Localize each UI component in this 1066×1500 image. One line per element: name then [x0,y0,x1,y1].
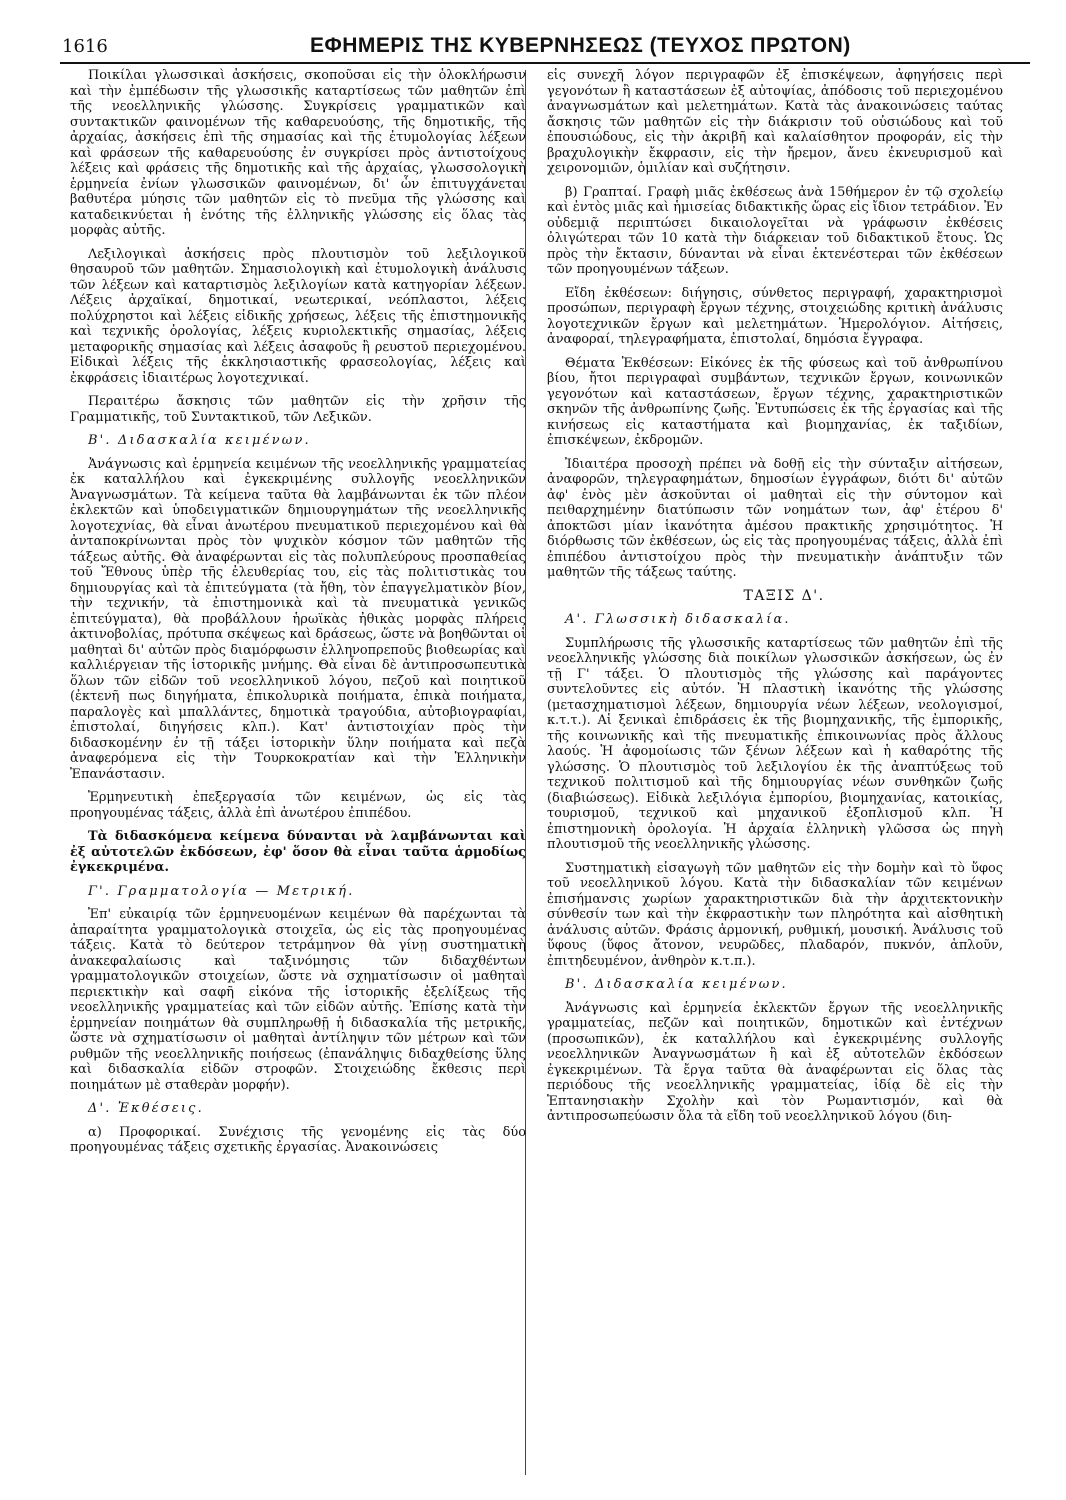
page-header [60,30,1030,64]
paragraph: Συμπλήρωσις τῆς γλωσσικῆς καταρτίσεως τῶν μαθητῶν ἐπὶ τῆς νεοελληνικῆς γλώσσης διὰ ποικίλων γλωσσικῶν ἀσκήσεων, ὡς ἐν τῇ Γ' τάξει. Ὁ πλουτισμὸς τῆς γλώσσης καὶ παράγοντες συντελοῦντες εἰς αὐτόν. Ἡ πλαστικὴ ἱκανότης τῆς γλώσσης (μετασχηματισμοὶ λέξεων, δημιουργία νέων λέξεων, νεολογισμοί, κ.τ.τ.). Αἱ ξενικαὶ ἐπιδράσεις ἐκ τῆς βιομηχανικῆς, τῆς ἐμπορικῆς, τῆς κοινωνικῆς καὶ τῆς πνευματικῆς ἐπικοινωνίας πρὸς ἄλλους λαούς. Ἡ ἀφομοίωσις τῶν ξένων λέξεων καὶ ἡ καθαρότης τῆς γλώσσης. Ὁ πλουτισμὸς τοῦ λεξιλογίου ἐκ τῆς ἀναπτύξεως τοῦ τεχνικοῦ πολιτισμοῦ καὶ τῆς δημιουργίας νέων συνθηκῶν ζωῆς (διαβιώσεως). Εἰδικὰ λεξιλόγια ἐμπορίου, βιομηχανίας, κατοικίας, τουρισμοῦ, τεχνικοῦ καὶ μηχανικοῦ ἐξοπλισμοῦ κλπ. Ἡ ἐπιστημονικὴ ὁρολογία. Ἡ ἀρχαία ἑλληνικὴ γλῶσσα ὡς πηγὴ πλουτισμοῦ τῆς νεοελληνικῆς γλώσσης. [547,635,1003,852]
paragraph: Συστηματικὴ εἰσαγωγὴ τῶν μαθητῶν εἰς τὴν δομὴν καὶ τὸ ὕφος τοῦ νεοελληνικοῦ λόγου. Κατὰ τὴν διδασκαλίαν τῶν κειμένων ἐπισήμανσις χωρίων χαρακτηριστικῶν διὰ τὴν ἀρχιτεκτονικὴν σύνθεσίν των καὶ τὴν ἐκφραστικὴν των πληρότητα καὶ αἰσθητικὴ ἀνάλυσις αὐτῶν. Φράσις ἁρμονική, ρυθμική, μουσική. Ἀνάλυσις τοῦ ὕφους (ὕφος ἄτονον, νευρῶδες, πλαδαρόν, πυκνόν, ἁπλοῦν, ἐπιτηδευμένον, ἀνθηρὸν κ.τ.π.). [547,860,1003,969]
section-heading: Γ'. Γραμματολογία — Μετρική. [88,883,355,899]
page-number: 1616 [62,36,108,57]
paragraph: Ποικίλαι γλωσσικαὶ ἀσκήσεις, σκοποῦσαι εἰς τὴν ὁλοκλήρωσιν καὶ τὴν ἐμπέδωσιν τῆς γλωσσικῆς καταρτίσεως τῶν μαθητῶν ἐπὶ τῆς νεοελληνικῆς γλώσσης. Συγκρίσεις γραμματικῶν καὶ συντακτικῶν φαινομένων τῆς καθαρευούσης, τῆς δημοτικῆς, τῆς ἀρχαίας, ἀσκήσεις ἐπὶ τῆς σημασίας καὶ τῆς ἐτυμολογίας λέξεων καὶ φράσεων τῆς καθαρευούσης ἐν συγκρίσει πρὸς ἀντιστοίχους λέξεις καὶ φράσεις τῆς δημοτικῆς καὶ τῆς ἀρχαίας, γλωσσολογικὴ ἑρμηνεία ἐνίων γλωσσικῶν φαινομένων, δι' ὧν ἐπιτυγχάνεται βαθυτέρα μύησις τῶν μαθητῶν εἰς τὸ πνεῦμα τῆς γλώσσης καὶ καταδεικνύεται ἡ ἑνότης τῆς ἑλληνικῆς γλώσσης εἰς ὅλας τὰς μορφὰς αὐτῆς. [70,68,526,238]
paragraph: Ἰδιαιτέρα προσοχὴ πρέπει νὰ δοθῇ εἰς τὴν σύνταξιν αἰτήσεων, ἀναφορῶν, τηλεγραφημάτων, δημοσίων ἐγγράφων, διότι δι' αὐτῶν ἀφ' ἑνὸς μὲν ἀσκοῦνται οἱ μαθηταὶ εἰς τὴν σύντομον καὶ πειθαρχημένην διατύπωσιν τῶν νοημάτων των, ἀφ' ἑτέρου δ' ἀποκτῶσι μίαν ἱκανότητα ἀμέσου πρακτικῆς χρησιμότητος. Ἡ διόρθωσις τῶν ἐκθέσεων, ὡς εἰς τὰς προηγουμένας τάξεις, ἀλλὰ ἐπὶ ἐπιπέδου ἀντιστοίχου πρὸς τὴν πνευματικὴν ἀνάπτυξιν τῶν μαθητῶν τῆς τάξεως ταύτης. [547,456,1003,580]
paragraph: εἰς συνεχῆ λόγον περιγραφῶν ἐξ ἐπισκέψεων, ἀφηγήσεις περὶ γεγονότων ἢ καταστάσεων ἐξ αὐτοψίας, ἀπόδοσις τοῦ περιεχομένου ἀναγνωσμάτων καὶ μελετημάτων. Κατὰ τὰς ἀνακοινώσεις ταύτας ἄσκησις τῶν μαθητῶν εἰς τὴν διάκρισιν τοῦ οὐσιώδους καὶ τοῦ ἐπουσιώδους, εἰς τὴν ἀκριβῆ καὶ καλαίσθητον προφοράν, εἰς τὴν βραχυλογικὴν ἔκφρασιν, εἰς τὴν ἤρεμον, ἄνευ ἐκνευρισμοῦ καὶ χειρονομιῶν, ὁμιλίαν καὶ συζήτησιν. [547,68,1003,176]
left-column [70,68,526,1164]
paragraph: Ἐπ' εὐκαιρίᾳ τῶν ἑρμηνευομένων κειμένων θὰ παρέχωνται τὰ ἀπαραίτητα γραμματολογικὰ στοιχεῖα, ὡς εἰς τὰς προηγουμένας τάξεις. Κατὰ τὸ δεύτερον τετράμηνον θὰ γίνῃ συστηματικὴ ἀνακεφαλαίωσις καὶ ταξινόμησις τῶν διδαχθέντων γραμματολογικῶν στοιχείων, ὥστε νὰ σχηματίσωσιν οἱ μαθηταὶ περιεκτικὴν καὶ σαφῆ εἰκόνα τῆς ἱστορικῆς ἐξελίξεως τῆς νεοελληνικῆς γραμματείας καὶ τῶν εἰδῶν αὐτῆς. Ἐπίσης κατὰ τὴν ἑρμηνείαν ποιημάτων θὰ συμπληρωθῇ ἡ διδασκαλία τῆς μετρικῆς, ὥστε νὰ σχηματίσωσιν οἱ μαθηταὶ ἀντίληψιν τῶν μέτρων καὶ τῶν ρυθμῶν τῆς νεοελληνικῆς ποιήσεως (ἐπανάληψις διδαχθείσης ὕλης καὶ διδασκαλία εἰδῶν στροφῶν. Στοιχειώδης ἔκθεσις περὶ ποιημάτων μὲ σταθερὰν μορφήν). [70,907,526,1093]
paragraph: Τὰ διδασκόμενα κείμενα δύνανται νὰ λαμβάνωνται καὶ ἐξ αὐτοτελῶν ἐκδόσεων, ἐφ' ὅσον θὰ εἶναι ταῦτα ἁρμοδίως ἐγκεκριμένα. [70,829,526,875]
section-heading: Δ'. Ἐκθέσεις. [88,1101,204,1116]
paragraph: β) Γραπταί. Γραφὴ μιᾶς ἐκθέσεως ἀνὰ 15θήμερον ἐν τῷ σχολείῳ καὶ ἐντὸς μιᾶς καὶ ἡμισείας διδακτικῆς ὥρας εἰς ἴδιον τετράδιον. Ἐν οὐδεμιᾷ περιπτώσει δικαιολογεῖται νὰ γράφωσιν ἐκθέσεις ὀλιγώτεραι τῶν 10 κατὰ τὴν διάρκειαν τοῦ διδακτικοῦ ἔτους. Ὡς πρὸς τὴν ἔκτασιν, δύνανται νὰ εἶναι ἐκτενέστεραι τῶν ἐκθέσεων τῶν προηγουμένων τάξεων. [547,184,1003,277]
class-title: ΤΑΞΙΣ Δ'. [743,587,825,604]
paragraph: Ἀνάγνωσις καὶ ἑρμηνεία ἐκλεκτῶν ἔργων τῆς νεοελληνικῆς γραμματείας, πεζῶν καὶ ποιητικῶν, δημοτικῶν καὶ ἐντέχνων (προσωπικῶν), ἐκ καταλλήλου καὶ ἐγκεκριμένης συλλογῆς νεοελληνικῶν Ἀναγνωσμάτων ἢ καὶ ἐξ αὐτοτελῶν ἐκδόσεων ἐγκεκριμένων. Τὰ ἔργα ταῦτα θὰ ἀναφέρωνται εἰς ὅλας τὰς περιόδους τῆς νεοελληνικῆς γραμματείας, ἰδίᾳ δὲ εἰς τὴν Ἑπτανησιακὴν Σχολὴν καὶ τὸν Ρωμαντισμόν, καὶ θὰ ἀντιπροσωπεύωσιν ὅλα τὰ εἴδη τοῦ νεοελληνικοῦ λόγου (διη- [547,1000,1003,1124]
section-heading: Β'. Διδασκαλία κειμένων. [88,433,311,448]
paragraph: α) Προφορικαί. Συνέχισις τῆς γενομένης εἰς τὰς δύο προηγουμένας τάξεις σχετικῆς ἐργασίας. Ἀνακοινώσεις [70,1124,526,1155]
paragraph: Λεξιλογικαὶ ἀσκήσεις πρὸς πλουτισμὸν τοῦ λεξιλογικοῦ θησαυροῦ τῶν μαθητῶν. Σημασιολογικὴ καὶ ἐτυμολογικὴ ἀνάλυσις τῶν λέξεων καὶ καταρτισμὸς λεξιλογίων κατὰ κατηγορίαν λέξεων. Λέξεις ἀρχαϊκαί, δημοτικαί, νεωτερικαί, νεόπλαστοι, λέξεις πολύχρηστοι καὶ λέξεις εἰδικῆς χρήσεως, λέξεις τῆς ἐπιστημονικῆς καὶ τεχνικῆς ὀρολογίας, λέξεις κυριολεκτικῆς σημασίας, λέξεις μεταφορικῆς σημασίας καὶ λέξεις ἀσαφοῦς ἢ ρευστοῦ περιεχομένου. Εἰδικαὶ λέξεις τῆς ἐκκλησιαστικῆς φρασεολογίας, λέξεις καὶ ἐκφράσεις ἰδιαιτέρως λογοτεχνικαί. [70,246,526,386]
paragraph: Θέματα Ἐκθέσεων: Εἰκόνες ἐκ τῆς φύσεως καὶ τοῦ ἀνθρωπίνου βίου, ἤτοι περιγραφαὶ συμβάντων, τεχνικῶν ἔργων, κοινωνικῶν γεγονότων καὶ καταστάσεων, ἔργων τέχνης, χαρακτηριστικῶν σκηνῶν τῆς ἀνθρωπίνης ζωῆς. Ἐντυπώσεις ἐκ τῆς ἐργασίας καὶ τῆς κινήσεως εἰς καταστήματα καὶ βιομηχανίας, ἐκ ταξιδίων, ἐπισκέψεων, ἐκδρομῶν. [547,355,1003,448]
paragraph: Ἑρμηνευτικὴ ἐπεξεργασία τῶν κειμένων, ὡς εἰς τὰς προηγουμένας τάξεις, ἀλλὰ ἐπὶ ἀνωτέρου ἐπιπέδου. [70,790,526,821]
section-heading: Α'. Γλωσσικὴ διδασκαλία. [565,612,791,627]
paragraph: Ἀνάγνωσις καὶ ἑρμηνεία κειμένων τῆς νεοελληνικῆς γραμματείας ἐκ καταλλήλου καὶ ἐγκεκριμένης συλλογῆς νεοελληνικῶν Ἀναγνωσμάτων. Τὰ κείμενα ταῦτα θὰ λαμβάνωνται ἐκ τῶν πλέον ἐκλεκτῶν καὶ ὑποδειγματικῶν δημιουργημάτων τῆς νεοελληνικῆς λογοτεχνίας, θὰ εἶναι ἀνωτέρου πνευματικοῦ περιεχομένου καὶ θὰ ἀνταποκρίνωνται πρὸς τὸν ψυχικὸν κόσμον τῶν μαθητῶν τῆς τάξεως αὐτῆς. Θὰ ἀναφέρωνται εἰς τὰς πολυπλεύρους προσπαθείας τοῦ Ἔθνους ὑπὲρ τῆς ἐλευθερίας του, εἰς τὰς πολιτιστικὰς του δημιουργίας καὶ τὰ ἐπιτεύγματα (τὰ ἤθη, τὸν ἐπαγγελματικὸν βίον, τὴν τεχνικήν, τὰ ἐπιστημονικὰ καὶ τὰ πνευματικὰ γενικῶς ἐπιτεύγματα), θὰ προβάλλουν ἡρωϊκὰς ἠθικὰς μορφὰς πλήρεις ἀκτινοβολίας, πρότυπα σκέψεως καὶ δράσεως, ὥστε νὰ βοηθῶνται οἱ μαθηταὶ δι' αὐτῶν πρὸς διαμόρφωσιν ἑλληνοπρεποῦς βιοθεωρίας καὶ καλλιέργειαν τῆς ἱστορικῆς μνήμης. Θὰ εἶναι δὲ ἀντιπροσωπευτικὰ ὅλων τῶν εἰδῶν τοῦ νεοελληνικοῦ λόγου, πεζοῦ καὶ ποιητικοῦ (ἐκτενῆ πως διηγήματα, ἐπικολυρικὰ ποιήματα, ἐπικὰ ποιήματα, παραλογὲς καὶ μπαλλάντες, δημοτικὰ τραγούδια, αὐτοβιογραφίαι, ἐπιστολαί, διηγήσεις κλπ.). Κατ' ἀντιστοιχίαν πρὸς τὴν διδασκομένην ἐν τῇ τάξει ἱστορικὴν ὕλην ποιήματα καὶ πεζὰ ἀναφερόμενα εἰς τὴν Τουρκοκρατίαν καὶ τὴν Ἑλληνικὴν Ἐπανάστασιν. [70,456,526,782]
paragraph: Περαιτέρω ἄσκησις τῶν μαθητῶν εἰς τὴν χρῆσιν τῆς Γραμματικῆς, τοῦ Συντακτικοῦ, τῶν Λεξικῶν. [70,394,526,425]
section-heading: Β'. Διδασκαλία κειμένων. [565,977,788,992]
paragraph: Εἴδη ἐκθέσεων: διήγησις, σύνθετος περιγραφή, χαρακτηρισμοὶ προσώπων, περιγραφὴ ἔργων τέχνης, στοιχειώδης κριτικὴ ἀνάλυσις λογοτεχνικῶν ἔργων καὶ μελετημάτων. Ἡμερολόγιον. Αἰτήσεις, ἀναφοραί, τηλεγραφήματα, ἐπιστολαί, δημόσια ἔγγραφα. [547,285,1003,347]
gazette-title: ΕΦΗΜΕΡΙΣ ΤΗΣ ΚΥΒΕΡΝΗΣΕΩΣ (ΤΕΥΧΟΣ ΠΡΩΤΟΝ) [310,34,851,57]
right-column [547,68,1003,1133]
